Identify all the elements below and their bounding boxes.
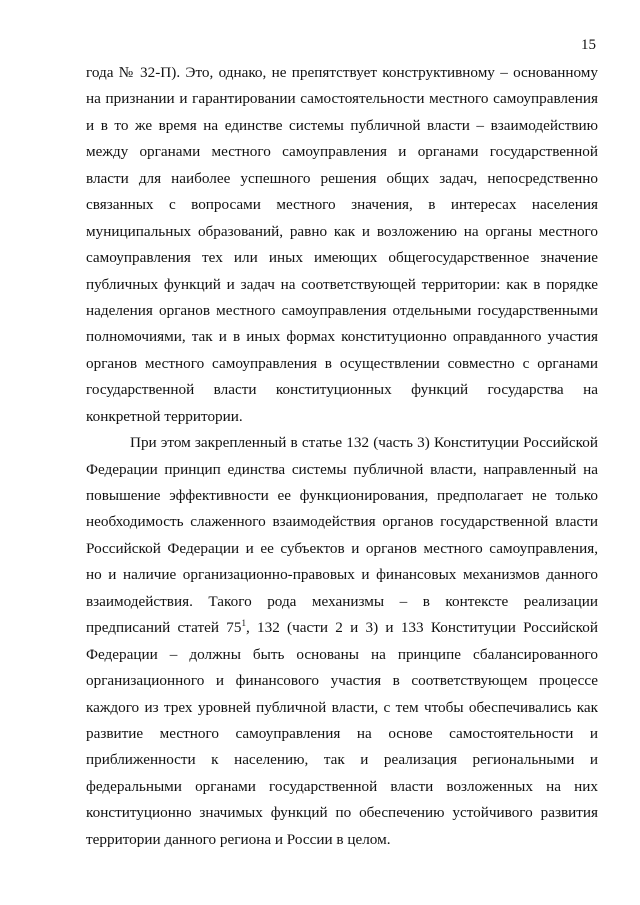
text-line [86,562,598,588]
text-line [86,536,598,562]
text-line [86,219,598,245]
line-text: повышение эффективности ее функционирования, предполагает не только [86,487,598,504]
text-line [86,245,598,271]
text-line [86,166,598,192]
text-line [86,615,598,641]
text-line [86,351,598,377]
line-text: конституционно значимых функций по обеспечению устойчивого развития [86,804,598,822]
text-line [86,457,598,483]
line-text: государственной власти конституционных функций государства на [86,381,598,399]
line-text: между органами местного самоуправления и органами государственной [86,143,598,161]
text-line [86,430,598,456]
text-line [86,589,598,615]
line-text: на признании и гарантировании самостоятельности местного самоуправления [86,90,598,108]
text-line [86,60,598,86]
line-text: органов местного самоуправления в осуществлении совместно с органами [86,354,598,372]
page-number: 15 [581,37,596,53]
line-text: власти для наиболее успешного решения общих задач, непосредственно [86,169,598,187]
line-text: приближенности к населению, так и реализация региональными и [86,751,598,769]
line-text: Федерации – должны быть основаны на принципе сбалансированного [86,645,598,663]
text-line [86,404,598,430]
line-text-continuation: , 132 (части 2 и 3) и 133 Конституции Российской [245,619,598,637]
line-text: публичных функций и задач на соответствующей территории: как в порядке [86,275,598,293]
paragraph [86,430,598,853]
text-line [86,483,598,509]
line-text: полномочиями, так и в иных формах конституционно оправданного участия [86,328,598,346]
line-text: муниципальных образований, равно как и возложению на органы местного [86,222,598,240]
text-line [86,298,598,324]
line-text: и в то же время на единстве системы публичной власти – взаимодействию [86,116,598,134]
superscript: 1 [241,618,246,629]
text-line [86,324,598,350]
line-text: каждого из трех уровней публичной власти, с тем чтобы обеспечивались как [86,698,598,716]
line-text: самоуправления тех или иных имеющих общегосударственное значение [86,249,598,267]
text-line [86,509,598,535]
text-line [86,113,598,139]
text-line [86,747,598,773]
text-line [86,668,598,694]
paragraph [86,60,598,430]
line-text: организационного и финансового участия в соответствующем процессе [86,672,598,690]
line-text: связанных с вопросами местного значения, в интересах населения [86,196,598,214]
line-text: но и наличие организационно-правовых и финансовых механизмов данного [86,566,598,584]
text-line [86,642,598,668]
line-text: взаимодействия. Такого рода механизмы – в контексте реализации [86,592,598,610]
line-text: года № 32-П). Это, однако, не препятствует конструктивному – основанному [86,64,598,81]
document-body [86,60,598,853]
line-text: развитие местного самоуправления на основе самостоятельности и [86,724,598,742]
line-text: При этом закрепленный в статье 132 (часть 3) Конституции Российской [130,434,598,452]
line-text: предписаний статей 75 [86,619,242,637]
line-text: наделения органов местного самоуправления отдельными государственными [86,301,598,319]
line-text: федеральными органами государственной власти возложенных на них [86,777,598,795]
line-text: необходимость слаженного взаимодействия органов государственной власти [86,513,598,531]
line-text: территории данного региона и России в целом. [86,830,391,848]
text-line [86,192,598,218]
text-line [86,377,598,403]
text-line [86,827,598,853]
line-text: Федерации принцип единства системы публичной власти, направленный на [86,460,598,478]
text-line [86,721,598,747]
line-text: Российской Федерации и ее субъектов и органов местного самоуправления, [86,539,598,557]
text-line [86,139,598,165]
text-line [86,695,598,721]
line-text: конкретной территории. [86,407,243,425]
text-line [86,272,598,298]
text-line [86,86,598,112]
text-line [86,800,598,826]
text-line [86,774,598,800]
